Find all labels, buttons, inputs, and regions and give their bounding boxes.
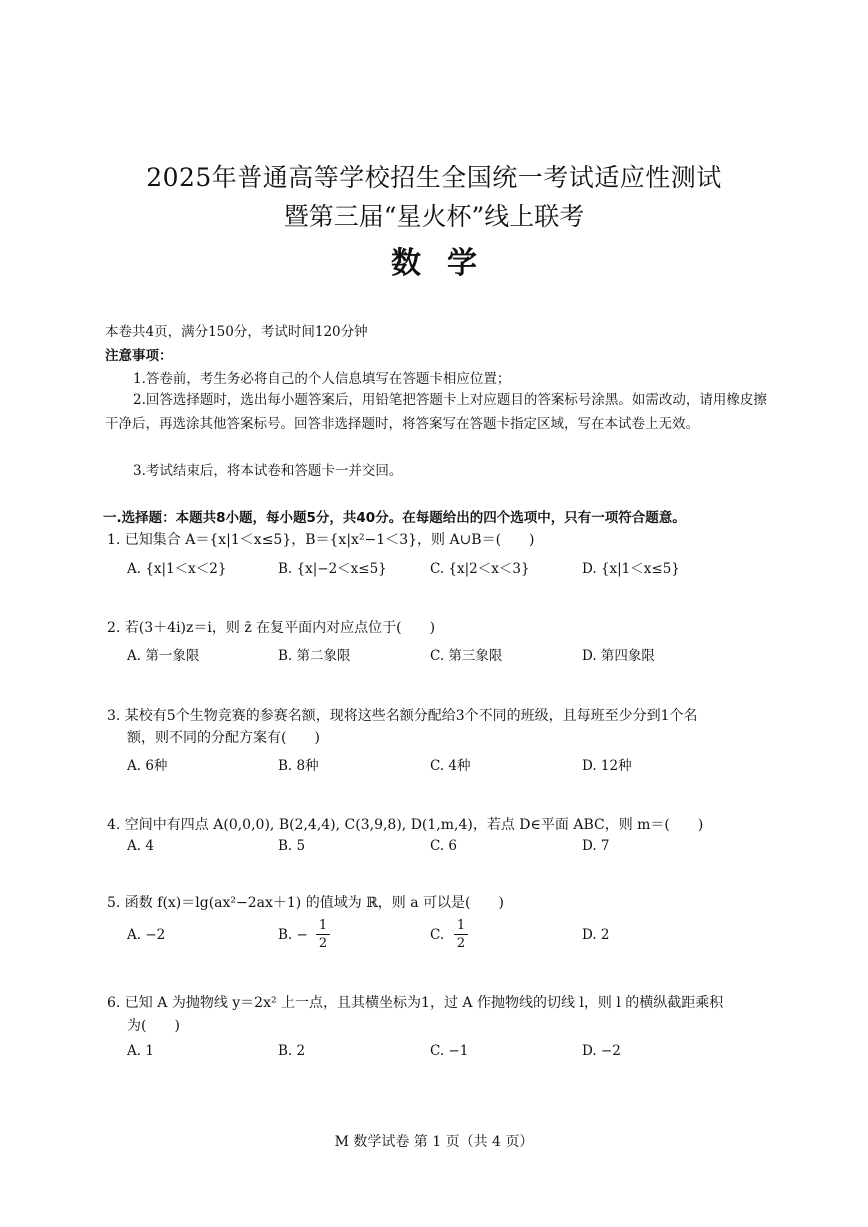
question-5-option-b: B. − bbox=[278, 927, 308, 943]
fraction-denominator: 2 bbox=[318, 936, 328, 951]
question-4-option-a: A. 4 bbox=[127, 838, 154, 854]
section-heading: 一.选择题：本题共8小题，每小题5分，共40分。在每题给出的四个选项中，只有一项符合题意。 bbox=[103, 510, 686, 526]
subject-title: 数学 bbox=[391, 246, 503, 281]
note-3: 3.考试结束后，将本试卷和答题卡一并交回。 bbox=[133, 463, 403, 479]
fraction-bar bbox=[454, 934, 468, 935]
question-3-option-a: A. 6种 bbox=[127, 758, 168, 774]
question-5-option-c-fraction bbox=[454, 918, 468, 951]
note-2: 2.回答选择题时，选出每小题答案后，用铅笔把答题卡上对应题目的答案标号涂黑。如需改动，请用橡皮擦干净后，再选涂其他答案标号。回答非选择题时，将答案写在答题卡指定区域，写在本试卷上无效。 bbox=[105, 392, 767, 432]
question-4-option-d: D. 7 bbox=[582, 838, 610, 854]
question-3-stem-line1: 3. 某校有5个生物竞赛的参赛名额，现将这些名额分配给3个不同的班级，且每班至少分到1个名 bbox=[107, 708, 698, 724]
question-1-stem: 1. 已知集合 A＝{x|1＜x≤5}，B＝{x|x²−1＜3}，则 A∪B＝( ) bbox=[107, 532, 535, 548]
question-2-option-c: C. 第三象限 bbox=[430, 648, 503, 664]
question-3-stem-line2: 额，则不同的分配方案有( ) bbox=[127, 730, 320, 746]
question-4-option-b: B. 5 bbox=[278, 838, 306, 854]
question-3-option-b: B. 8种 bbox=[278, 758, 319, 774]
question-5-option-d: D. 2 bbox=[582, 927, 610, 943]
question-5-option-b-fraction bbox=[316, 918, 330, 951]
question-1-option-b: B. {x|−2＜x≤5} bbox=[278, 561, 387, 577]
question-3-option-d: D. 12种 bbox=[582, 758, 632, 774]
question-5-option-a: A. −2 bbox=[127, 927, 166, 943]
question-1-option-a: A. {x|1＜x＜2} bbox=[127, 561, 227, 577]
exam-title-line1: 2025年普通高等学校招生全国统一考试适应性测试 bbox=[146, 163, 722, 192]
question-2-option-d: D. 第四象限 bbox=[582, 648, 655, 664]
exam-info: 本卷共4页，满分150分，考试时间120分钟 bbox=[105, 324, 368, 340]
question-6-option-a: A. 1 bbox=[127, 1043, 154, 1059]
question-2-option-a: A. 第一象限 bbox=[127, 648, 200, 664]
question-6-option-b: B. 2 bbox=[278, 1043, 306, 1059]
question-6-option-c: C. −1 bbox=[430, 1043, 469, 1059]
question-4-option-c: C. 6 bbox=[430, 838, 458, 854]
fraction-denominator: 2 bbox=[456, 936, 466, 951]
question-6-stem-line2: 为( ) bbox=[127, 1018, 180, 1034]
fraction-numerator: 1 bbox=[456, 918, 466, 933]
note-1: 1.答卷前，考生务必将自己的个人信息填写在答题卡相应位置； bbox=[133, 371, 511, 387]
fraction-bar bbox=[316, 934, 330, 935]
exam-title-line2: 暨第三届“星火杯”线上联考 bbox=[283, 202, 585, 231]
fraction-numerator: 1 bbox=[318, 918, 328, 933]
question-5-option-c: C. bbox=[430, 927, 445, 943]
notes-heading: 注意事项： bbox=[105, 348, 173, 364]
question-6-option-d: D. −2 bbox=[582, 1043, 621, 1059]
question-5-stem: 5. 函数 f(x)＝lg(ax²−2ax＋1) 的值域为 ℝ，则 a 可以是( ) bbox=[107, 895, 504, 911]
question-1-option-d: D. {x|1＜x≤5} bbox=[582, 561, 680, 577]
question-1-option-c: C. {x|2＜x＜3} bbox=[430, 561, 530, 577]
page-footer: M 数学试卷 第 1 页（共 4 页） bbox=[334, 1134, 534, 1150]
question-6-stem-line1: 6. 已知 A 为抛物线 y＝2x² 上一点，且其横坐标为1，过 A 作抛物线的切线 l，则 l 的横纵截距乘积 bbox=[107, 995, 724, 1011]
question-2-option-b: B. 第二象限 bbox=[278, 648, 351, 664]
question-3-option-c: C. 4种 bbox=[430, 758, 471, 774]
question-2-stem: 2. 若(3＋4i)z＝i，则 z̄ 在复平面内对应点位于( ) bbox=[107, 620, 436, 636]
question-4-stem: 4. 空间中有四点 A(0,0,0), B(2,4,4), C(3,9,8), D(1,m,4)，若点 D∈平面 ABC，则 m＝( ) bbox=[107, 817, 704, 833]
